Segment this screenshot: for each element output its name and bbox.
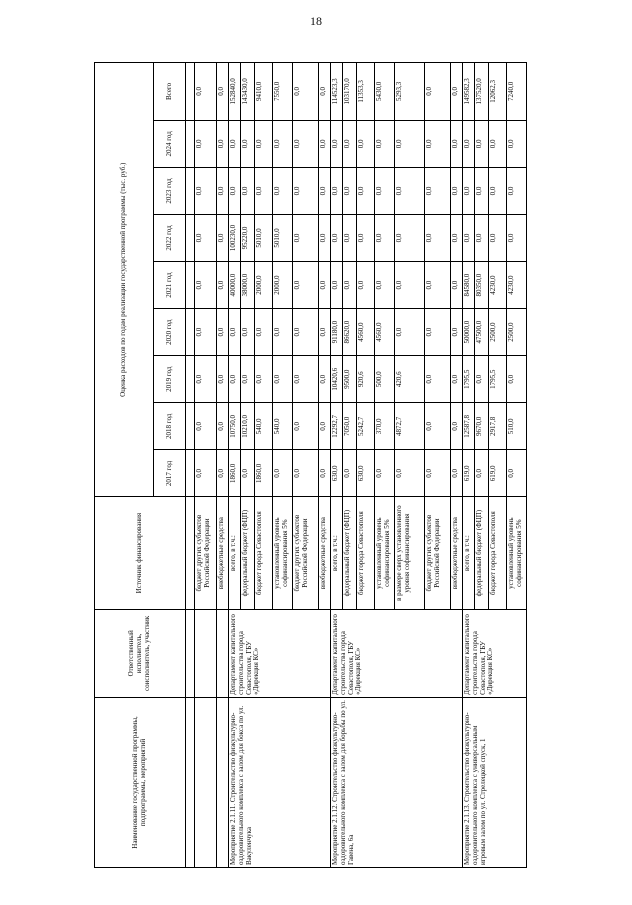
year-value: 2000,0 [255,262,273,309]
year-value: 0,0 [273,120,293,167]
year-value: 84580,0 [463,262,475,309]
year-value: 0,0 [217,167,229,214]
year-value: 0,0 [425,309,451,356]
year-value: 80350,0 [475,262,489,309]
year-value: 0,0 [319,167,331,214]
year-value: 0,0 [507,120,527,167]
year-value: 0,0 [319,214,331,261]
year-value: 0,0 [195,262,217,309]
page-number: 18 [310,14,322,28]
year-value: 9670,0 [475,403,489,450]
year-value: 0,0 [273,356,293,403]
year-value: 0,0 [319,120,331,167]
year-value: 0,0 [425,356,451,403]
year-value: 0,0 [319,309,331,356]
year-value: 9500,0 [343,356,357,403]
total-value: 0,0 [293,63,319,121]
year-value: 0,0 [229,120,241,167]
header-year: 2023 год [154,167,186,214]
year-value: 7050,0 [343,403,357,450]
year-value: 5242,7 [357,403,375,450]
year-value: 0,0 [217,450,229,497]
year-value: 0,0 [395,450,425,497]
year-value: 0,0 [451,450,463,497]
year-value: 0,0 [331,120,343,167]
year-value: 0,0 [255,120,273,167]
year-value: 0,0 [241,120,255,167]
year-value: 0,0 [217,356,229,403]
responsible-cell [195,609,217,697]
year-value: 0,0 [319,450,331,497]
total-value: 9410,0 [255,63,273,121]
year-value: 0,0 [343,262,357,309]
year-value: 0,0 [217,120,229,167]
header-year: 2019 год [154,356,186,403]
total-value: 5293,3 [395,63,425,121]
year-value: 0,0 [217,262,229,309]
year-value: 0,0 [463,167,475,214]
measure-responsible: Департамент капитального строительства города Севастополя, ГБУ «Дирекция КС» [229,609,331,697]
year-value: 0,0 [425,403,451,450]
year-value: 0,0 [331,262,343,309]
year-value: 0,0 [293,403,319,450]
year-value: 0,0 [489,214,507,261]
year-value: 0,0 [395,167,425,214]
header-spacer-row [186,63,195,868]
year-value: 0,0 [229,356,241,403]
funding-source: внебюджетные средства [319,497,331,609]
year-value: 4230,0 [507,262,527,309]
year-value: 0,0 [255,309,273,356]
funding-source: всего, в т.ч.: [331,497,343,609]
year-value: 0,0 [451,356,463,403]
year-value: 370,0 [375,403,395,450]
total-value: 0,0 [451,63,463,121]
year-value: 0,0 [395,214,425,261]
year-value: 0,0 [195,309,217,356]
funding-source: бюджет города Севастополя [357,497,375,609]
year-value: 10750,0 [229,403,241,450]
year-value: 12587,8 [463,403,475,450]
budget-table [94,62,527,868]
year-value: 10420,6 [331,356,343,403]
funding-source: бюджет других субъектов Российской Федерации [195,497,217,609]
year-value: 2500,0 [489,309,507,356]
header-source: Источник финансирования [95,497,186,609]
year-value: 0,0 [463,120,475,167]
funding-source: внебюджетные средства [217,497,229,609]
year-value: 40000,0 [229,262,241,309]
total-value: 143430,0 [241,63,255,121]
year-value: 86620,0 [343,309,357,356]
year-value: 0,0 [395,309,425,356]
rotated-table-container [94,62,557,868]
header-year: 2021 год [154,262,186,309]
year-value: 2500,0 [507,309,527,356]
year-value: 0,0 [475,120,489,167]
year-value: 0,0 [375,262,395,309]
table-row [195,63,217,868]
year-value: 0,0 [357,214,375,261]
year-value: 0,0 [425,214,451,261]
total-value: 7550,0 [273,63,293,121]
header-estimate: Оценка расходов по годам реализации государственной программы (тыс. руб.) [95,63,154,497]
year-value: 0,0 [255,356,273,403]
year-value: 5010,0 [273,214,293,261]
year-value: 0,0 [507,450,527,497]
year-value: 500,0 [375,356,395,403]
year-value: 0,0 [273,309,293,356]
total-value: 12062,3 [489,63,507,121]
year-value: 0,0 [375,120,395,167]
funding-source: федеральный бюджет (ФЦП) [241,497,255,609]
year-value: 1860,0 [255,450,273,497]
year-value: 4872,7 [395,403,425,450]
rotated-table-wrapper [94,62,557,868]
year-value: 540,0 [273,403,293,450]
year-value: 38000,0 [241,262,255,309]
year-value: 540,0 [255,403,273,450]
year-value: 0,0 [425,120,451,167]
year-value: 0,0 [195,450,217,497]
year-value: 0,0 [293,262,319,309]
year-value: 0,0 [319,356,331,403]
year-value: 0,0 [195,403,217,450]
year-value: 91180,0 [331,309,343,356]
funding-source: установленный уровень софинансирования 5% [273,497,293,609]
year-value: 100230,0 [229,214,241,261]
year-value: 5010,0 [255,214,273,261]
total-value: 149582,3 [463,63,475,121]
year-value: 0,0 [357,262,375,309]
year-value: 0,0 [293,120,319,167]
year-value: 0,0 [319,262,331,309]
year-value: 0,0 [425,262,451,309]
funding-source: внебюджетные средства [451,497,463,609]
year-value: 0,0 [195,120,217,167]
year-value: 0,0 [331,167,343,214]
year-value: 0,0 [507,214,527,261]
year-value: 2000,0 [273,262,293,309]
year-value: 0,0 [343,214,357,261]
funding-source: всего, в т.ч.: [463,497,475,609]
year-value: 0,0 [293,167,319,214]
year-value: 0,0 [293,450,319,497]
year-value: 0,0 [195,214,217,261]
year-value: 0,0 [375,450,395,497]
year-value: 0,0 [273,167,293,214]
year-value: 0,0 [241,450,255,497]
funding-source: федеральный бюджет (ФЦП) [475,497,489,609]
year-value: 0,0 [343,450,357,497]
total-value: 0,0 [425,63,451,121]
measure-name: Мероприятие 2.1.12. Строительство физкультурно-оздоровительного комплекса с залом для борьбы по ул. Гавена, 6а [331,697,463,867]
year-value: 0,0 [475,214,489,261]
header-responsible: Ответственный исполнитель, соисполнитель, участник [95,609,186,697]
year-value: 0,0 [241,309,255,356]
year-value: 0,0 [241,167,255,214]
year-value: 920,6 [357,356,375,403]
year-value: 12292,7 [331,403,343,450]
total-value: 7240,0 [507,63,527,121]
year-value: 4230,0 [489,262,507,309]
year-value: 0,0 [293,356,319,403]
measure-name: Мероприятие 2.1.13. Строительство физкультурно-оздоровительного комплекса с универсальным игровым залом по ул. Стрелецкой спуск, 1 [463,697,527,867]
year-value: 47500,0 [475,309,489,356]
year-value: 0,0 [319,403,331,450]
year-value: 0,0 [451,309,463,356]
year-value: 0,0 [475,167,489,214]
table-body [195,63,527,868]
total-value: 114523,3 [331,63,343,121]
year-value: 0,0 [451,214,463,261]
year-value: 0,0 [475,450,489,497]
year-value: 0,0 [217,403,229,450]
year-value: 0,0 [425,450,451,497]
year-value: 0,0 [489,120,507,167]
year-value: 0,0 [375,214,395,261]
year-value: 0,0 [451,120,463,167]
year-value: 619,0 [489,450,507,497]
header-year: 2024 год [154,120,186,167]
year-value: 0,0 [217,309,229,356]
total-value: 5430,0 [375,63,395,121]
year-value: 0,0 [195,167,217,214]
header-year: 2017 год [154,450,186,497]
table-row [217,63,229,868]
year-value: 0,0 [451,403,463,450]
table-row [463,63,475,868]
year-value: 0,0 [451,262,463,309]
year-value: 0,0 [331,214,343,261]
year-value: 0,0 [357,167,375,214]
year-value: 0,0 [217,214,229,261]
year-value: 0,0 [451,167,463,214]
total-value: 11353,3 [357,63,375,121]
funding-source: федеральный бюджет (ФЦП) [343,497,357,609]
year-value: 10210,0 [241,403,255,450]
funding-source: всего, в т.ч.: [229,497,241,609]
year-value: 0,0 [293,214,319,261]
year-value: 0,0 [357,120,375,167]
funding-source: бюджет других субъектов Российской Федерации [425,497,451,609]
year-value: 0,0 [241,356,255,403]
year-value: 2917,8 [489,403,507,450]
year-value: 0,0 [343,167,357,214]
measure-responsible: Департамент капитального строительства города Севастополя, ГБУ «Дирекция КС» [331,609,463,697]
measure-responsible: Департамент капитального строительства города Севастополя, ГБУ «Дирекция КС» [463,609,527,697]
year-value: 95220,0 [241,214,255,261]
funding-source: в размере сверх установленного уровня софинансирования [395,497,425,609]
table-row [229,63,241,868]
responsible-cell [217,609,229,697]
total-value: 0,0 [195,63,217,121]
header-name: Наименование государственной программы, подпрограммы, мероприятий [95,697,186,867]
year-value: 0,0 [195,356,217,403]
year-value: 0,0 [463,214,475,261]
year-value: 0,0 [425,167,451,214]
year-value: 0,0 [229,167,241,214]
year-value: 0,0 [475,356,489,403]
year-value: 50000,0 [463,309,475,356]
year-value: 0,0 [489,167,507,214]
total-value: 0,0 [319,63,331,121]
total-value: 0,0 [217,63,229,121]
year-value: 1860,0 [229,450,241,497]
year-value: 0,0 [507,167,527,214]
header-year: 2018 год [154,403,186,450]
year-value: 0,0 [375,167,395,214]
year-value: 1795,5 [463,356,475,403]
total-value: 152840,0 [229,63,241,121]
name-cell [195,697,217,867]
year-value: 0,0 [293,309,319,356]
measure-name: Мероприятие 2.1.11. Строительство физкультурно-оздоровительного комплекса с залом для бокса по ул. Вакуленчука [229,697,331,867]
year-value: 0,0 [395,120,425,167]
funding-source: установленный уровень софинансирования 5% [375,497,395,609]
year-value: 0,0 [507,356,527,403]
year-value: 0,0 [255,167,273,214]
name-cell [217,697,229,867]
table-row [331,63,343,868]
year-value: 630,0 [357,450,375,497]
total-value: 103170,0 [343,63,357,121]
funding-source: бюджет города Севастополя [255,497,273,609]
header-total: Всего [154,63,186,121]
year-value: 619,0 [463,450,475,497]
year-value: 4560,0 [357,309,375,356]
year-value: 510,0 [507,403,527,450]
funding-source: бюджет города Севастополя [489,497,507,609]
year-value: 1795,5 [489,356,507,403]
total-value: 137520,0 [475,63,489,121]
header-year: 2020 год [154,309,186,356]
year-value: 0,0 [229,309,241,356]
year-value: 4560,0 [375,309,395,356]
year-value: 420,6 [395,356,425,403]
funding-source: бюджет других субъектов Российской Федерации [293,497,319,609]
year-value: 0,0 [395,262,425,309]
year-value: 0,0 [273,450,293,497]
funding-source: установленный уровень софинансирования 5% [507,497,527,609]
header-year: 2022 год [154,214,186,261]
year-value: 0,0 [343,120,357,167]
year-value: 630,0 [331,450,343,497]
